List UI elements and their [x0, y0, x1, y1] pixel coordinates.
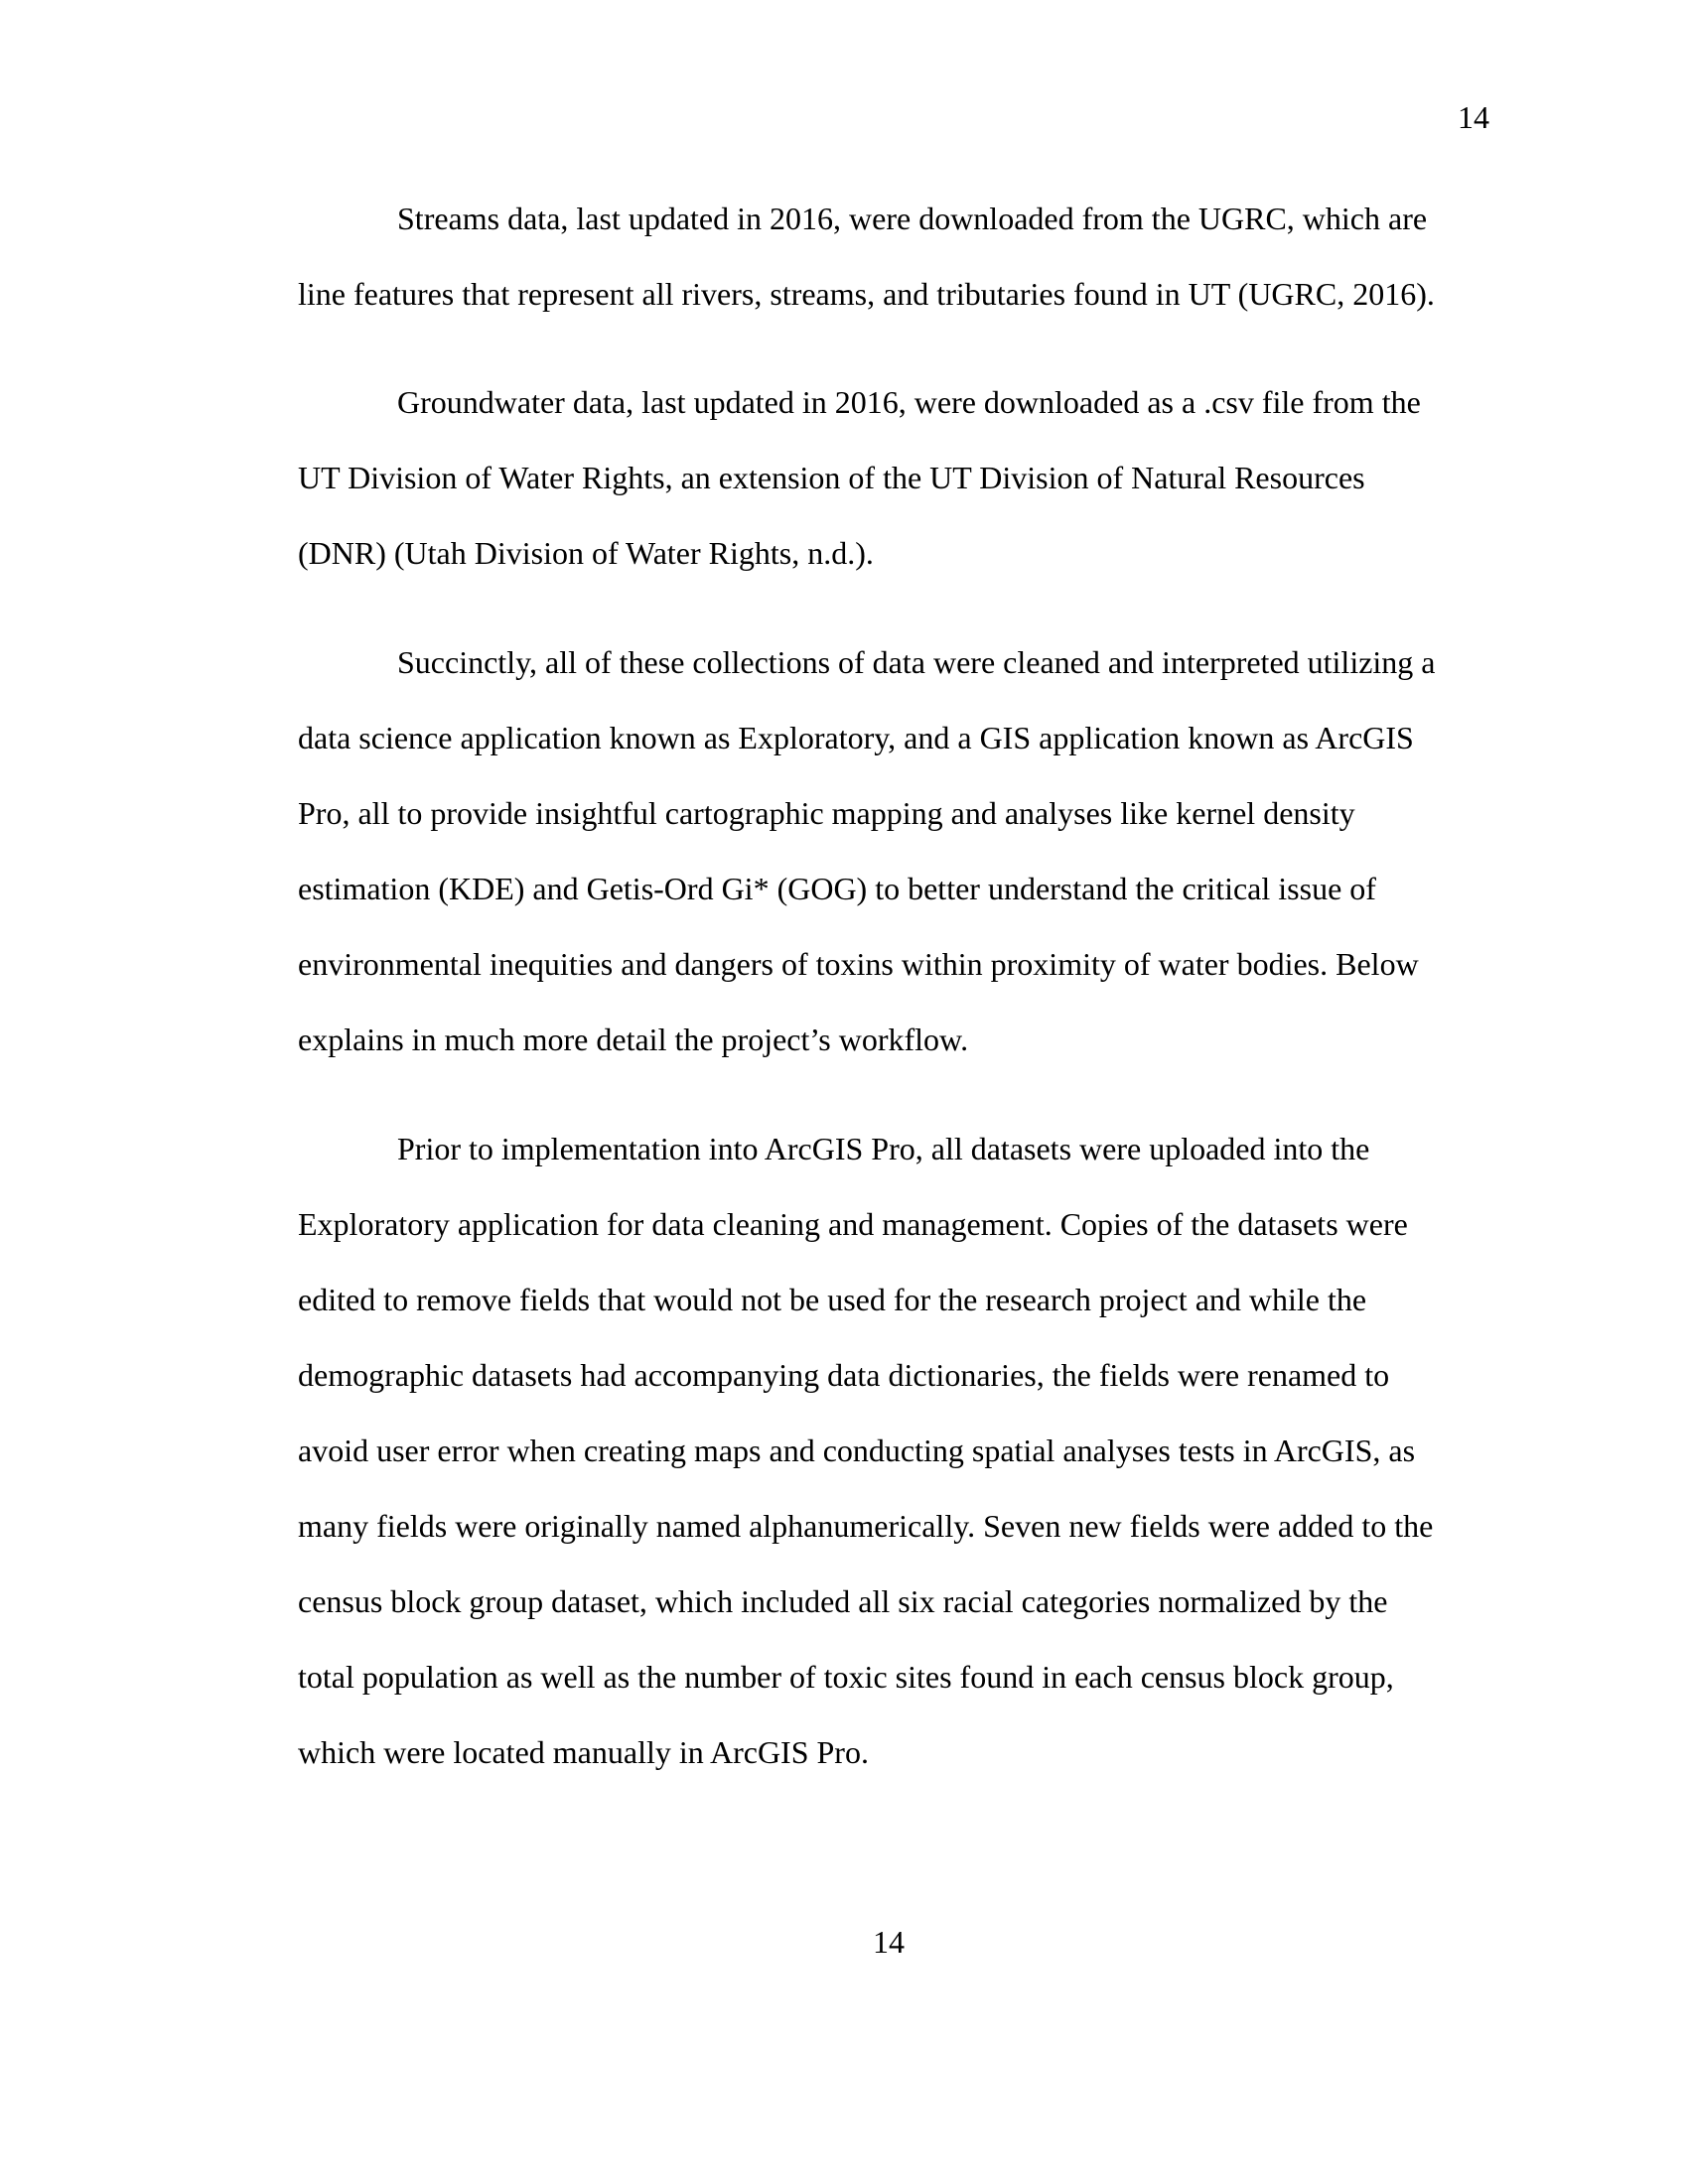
- paragraph-line: total population as well as the number of toxic sites found in each census block group,: [298, 1659, 1394, 1695]
- paragraph-line: Groundwater data, last updated in 2016, were downloaded as a .csv file from the: [397, 384, 1421, 420]
- paragraph-line: Pro, all to provide insightful cartographic mapping and analyses like kernel density: [298, 795, 1355, 831]
- page-number-top: 14: [1458, 99, 1489, 135]
- paragraph-line: many fields were originally named alphanumerically. Seven new fields were added to the: [298, 1508, 1434, 1544]
- paragraph-line: estimation (KDE) and Getis-Ord Gi* (GOG) to better understand the critical issue of: [298, 871, 1376, 906]
- paragraph-line: Exploratory application for data cleaning and management. Copies of the datasets were: [298, 1206, 1408, 1242]
- paragraph-line: explains in much more detail the project’s workflow.: [298, 1022, 969, 1057]
- paragraph-line: which were located manually in ArcGIS Pro.: [298, 1734, 869, 1770]
- paragraph-line: Streams data, last updated in 2016, were downloaded from the UGRC, which are: [397, 201, 1428, 236]
- paragraph-line: data science application known as Exploratory, and a GIS application known as ArcGIS: [298, 720, 1414, 755]
- paragraph-line: demographic datasets had accompanying data dictionaries, the fields were renamed to: [298, 1357, 1390, 1393]
- paragraph-line: UT Division of Water Rights, an extension of the UT Division of Natural Resources: [298, 460, 1365, 495]
- page-number-bottom: 14: [873, 1924, 905, 1960]
- paragraph-line: Prior to implementation into ArcGIS Pro, all datasets were uploaded into the: [397, 1131, 1370, 1166]
- paragraph-line: avoid user error when creating maps and conducting spatial analyses tests in ArcGIS, as: [298, 1433, 1416, 1468]
- paragraph-line: environmental inequities and dangers of toxins within proximity of water bodies. Below: [298, 946, 1419, 982]
- paragraph-line: census block group dataset, which included all six racial categories normalized by the: [298, 1583, 1388, 1619]
- paragraph-line: (DNR) (Utah Division of Water Rights, n.d.).: [298, 535, 874, 571]
- paragraph-line: line features that represent all rivers, streams, and tributaries found in UT (UGRC, 2016).: [298, 276, 1435, 312]
- paragraph-line: Succinctly, all of these collections of data were cleaned and interpreted utilizing a: [397, 644, 1436, 680]
- paragraph-line: edited to remove fields that would not be used for the research project and while the: [298, 1282, 1367, 1317]
